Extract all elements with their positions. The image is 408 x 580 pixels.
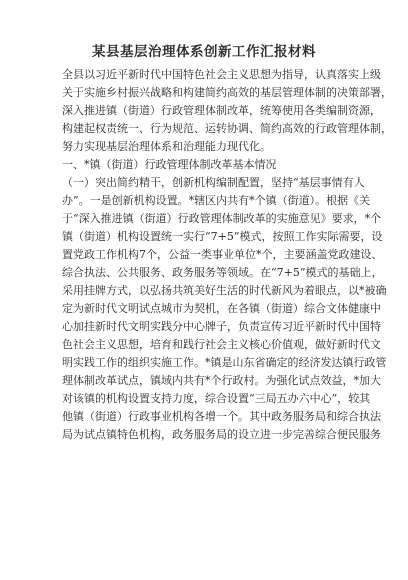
body-line: 镇（街道）机构设置统一实行“7+5”模式，按照工作实际需要，设 bbox=[62, 230, 383, 243]
body-line: 于“深入推进镇（街道）行政管理体制改革的实施意见》要求，*个 bbox=[62, 212, 382, 225]
body-line: 对该镇的机构设置支持力度，综合设置“三局五办六中心”，较其 bbox=[62, 392, 371, 405]
body-line: 努力实现基层治理体系和治理能力现代化。 bbox=[62, 140, 271, 153]
body-line: 局为试点镇特色机构，政务服务局的设立进一步完善综合便民服务 bbox=[62, 428, 381, 441]
document-title: 某县基层治理体系创新工作汇报材料 bbox=[92, 44, 316, 60]
body-line: 深入推进镇（街道）行政管理体制改革，统筹使用各类编制资源， bbox=[62, 104, 381, 117]
body-line: 综合执法、公共服务、政务服务等领域。在“7+5”模式的基础上， bbox=[62, 266, 383, 279]
body-line: 办”。一是创新机构设置。*辖区内共有*个镇（街道）。根据《关 bbox=[62, 194, 371, 207]
body-line: 明实践工作的组织实施工作。*镇是山东省确定的经济发达镇行政管 bbox=[62, 356, 387, 369]
body-line: 构建起权责统一、行为规范、运转协调、简约高效的行政管理体制， bbox=[62, 122, 392, 135]
body-line: 定为新时代文明试点城市为契机，在各镇（街道）综合文体健康中 bbox=[62, 302, 381, 315]
body-line: （一）突出简约精干，创新机构编制配置，坚持“基层事情有人 bbox=[62, 176, 365, 189]
body-line: 全县以习近平新时代中国特色社会主义思想为指导，认真落实上级 bbox=[62, 68, 381, 81]
body-line: 置党政工作机构7个，公益一类事业单位*个，主要涵盖党政建设、 bbox=[62, 248, 383, 261]
body-line: 心加挂新时代文明实践分中心牌子，负责宣传习近平新时代中国特 bbox=[62, 320, 381, 333]
body-line: 他镇（街道）行政事业机构各增一个。其中政务服务局和综合执法 bbox=[62, 410, 381, 423]
body-line: 采用挂牌方式，以弘扬共筑美好生活的时代新风为着眼点，以*被确 bbox=[62, 284, 387, 297]
body-line: 色社会主义思想，培育和践行社会主义核心价值观，做好新时代文 bbox=[62, 338, 381, 351]
body-line: 关于实施乡村振兴战略和构建简约高效的基层管理体制的决策部署， bbox=[62, 86, 392, 99]
body-line: 理体制改革试点，镇域内共有*个行政村。为强化试点效益，*加大 bbox=[62, 374, 381, 387]
section-heading: 一、*镇（街道）行政管理体制改革基本情况 bbox=[62, 158, 277, 171]
